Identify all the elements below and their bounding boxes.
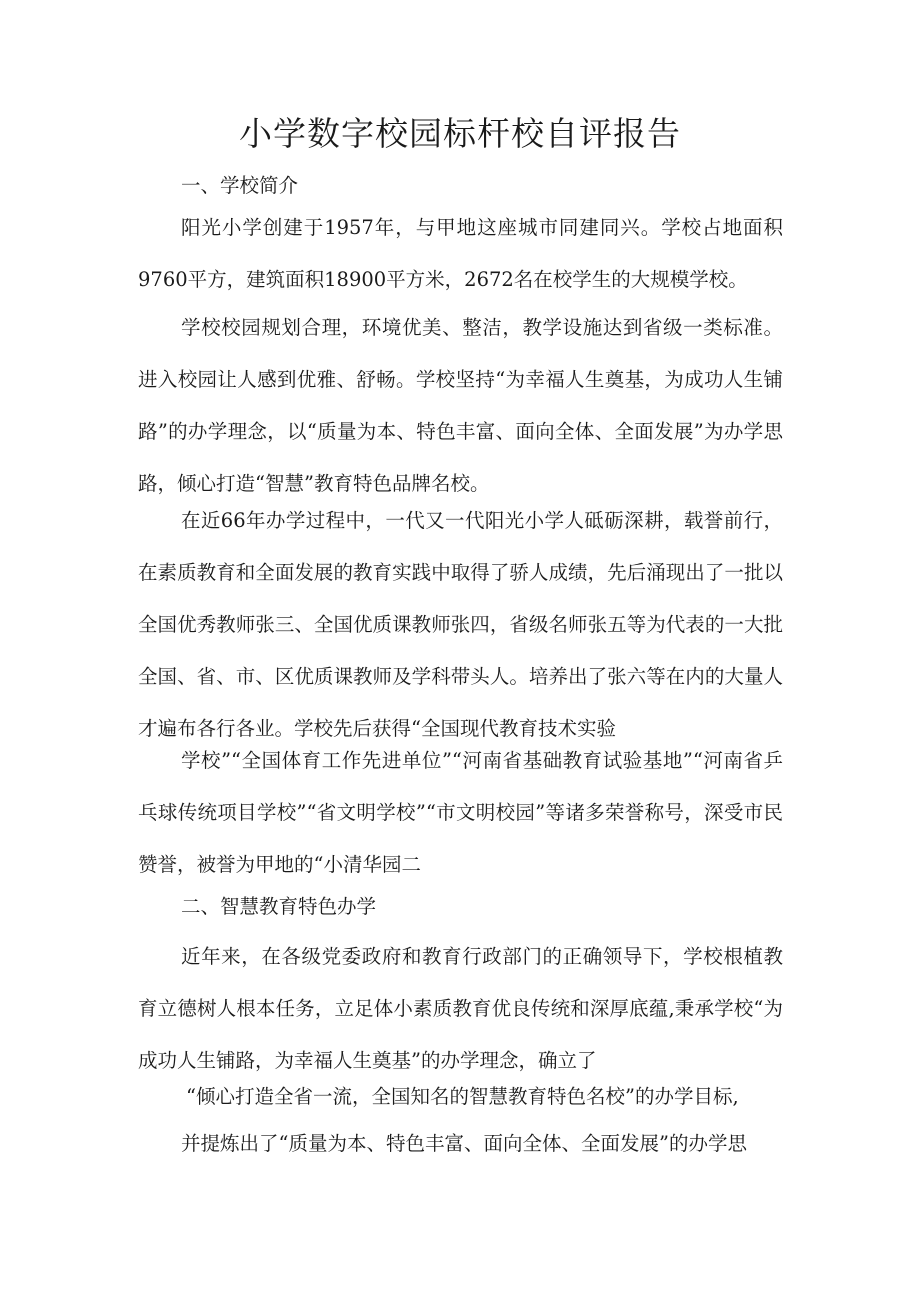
paragraph-honors: 学校”“全国体育工作先进单位”“河南省基础教育试验基地”“河南省乒乓球传统项目学校”“省文明学校”“市文明校园”等诸多荣誉称号，深受市民赞誉，被誉为甲地的“小清华园二 <box>138 749 783 876</box>
paragraph-recent-years: 近年来，在各级党委政府和教育行政部门的正确领导下，学校根植教育立德树人根本任务，立足体小素质教育优良传统和深厚底蕴,秉承学校“为成功人生铺路，为幸福人生奠基”的办学理念，确立了 <box>138 945 783 1072</box>
paragraph-history-achievements: 在近66年办学过程中，一代又一代阳光小学人砥砺深耕，载誉前行，在素质教育和全面发展的教育实践中取得了骄人成绩，先后涌现出了一批以全国优秀教师张三、全国优质课教师张四，省级名师张五等为代表的一大批全国、省、市、区优质课教师及学科带头人。培养出了张六等在内的大量人才遍布各行各业。学校先后获得“全国现代教育技术实验 <box>138 509 783 740</box>
section-heading-school-intro: 一、学校简介 <box>181 174 299 197</box>
paragraph-school-founding: 阳光小学创建于1957年，与甲地这座城市同建同兴。学校占地面积9760平方，建筑面积18900平方米，2672名在校学生的大规模学校。 <box>138 216 783 291</box>
document-title: 小学数字校园标杆校自评报告 <box>239 114 681 153</box>
paragraph-school-goal: “倾心打造全省一流，全国知名的智慧教育特色名校”的办学目标, <box>186 1085 739 1108</box>
paragraph-school-approach: 并提炼出了“质量为本、特色丰富、面向全体、全面发展”的办学思 <box>181 1132 747 1155</box>
section-heading-smart-education: 二、智慧教育特色办学 <box>181 895 377 918</box>
paragraph-campus-philosophy: 学校校园规划合理，环境优美、整洁，教学设施达到省级一类标准。进入校园让人感到优雅、舒畅。学校坚持“为幸福人生奠基，为成功人生铺路”的办学理念，以“质量为本、特色丰富、面向全体、全面发展”为办学思路，倾心打造“智慧”教育特色品牌名校。 <box>138 316 783 495</box>
